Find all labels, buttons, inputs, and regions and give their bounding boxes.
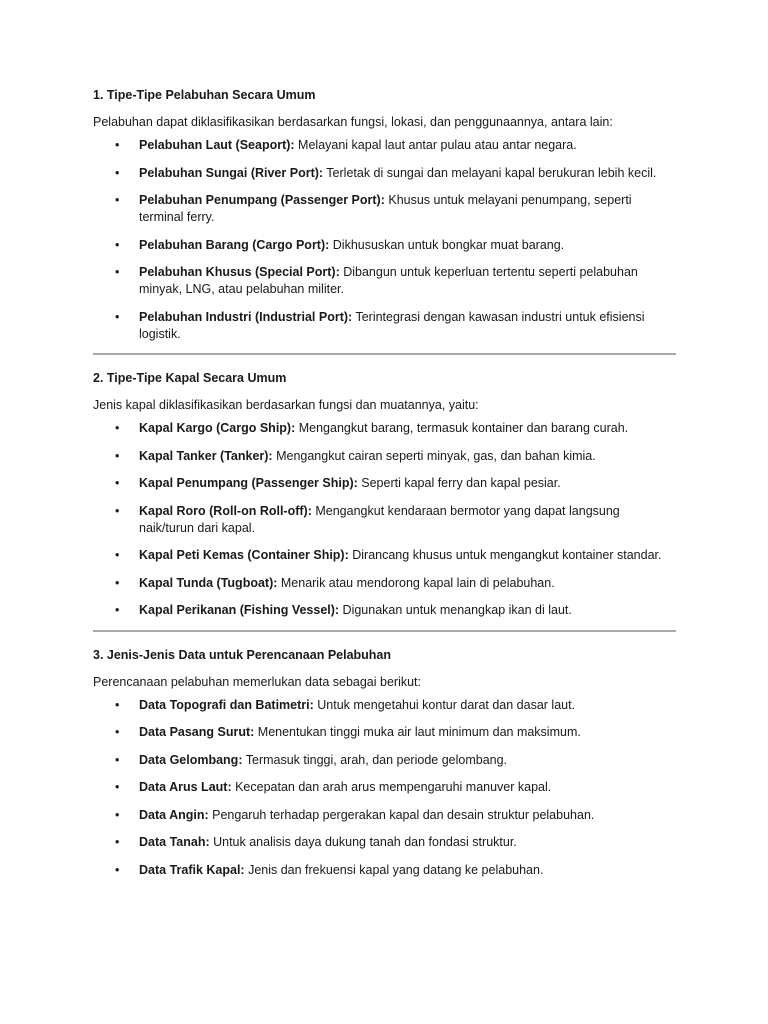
section-intro: Perencanaan pelabuhan memerlukan data sebagai berikut: <box>93 674 422 689</box>
list-item <box>93 807 676 824</box>
item-term: Data Tanah: <box>139 835 210 849</box>
item-text: Digunakan untuk menangkap ikan di laut. <box>339 603 572 617</box>
bullet-icon: • <box>115 193 120 207</box>
section-planning-data <box>93 646 676 879</box>
item-term: Data Gelombang: <box>139 752 243 767</box>
bullet-icon: • <box>115 575 120 590</box>
section-ship-types <box>93 369 676 619</box>
item-term: Kapal Tunda (Tugboat): <box>139 575 278 590</box>
item-text: Seperti kapal ferry dan kapal pesiar. <box>357 476 561 490</box>
item-text: Dikhususkan untuk bongkar muat barang. <box>329 237 565 252</box>
item-term: Data Topografi dan Batimetri: <box>139 697 314 712</box>
item-text: Mengangkut cairan seperti minyak, gas, dan bahan kimia. <box>272 448 596 463</box>
item-text: Dirancang khusus untuk mengangkut kontainer standar. <box>348 548 662 562</box>
item-term: Pelabuhan Sungai (River Port): <box>139 165 324 180</box>
bullet-icon: • <box>115 165 120 180</box>
list-item <box>93 137 676 154</box>
section-intro: Pelabuhan dapat diklasifikasikan berdasarkan fungsi, lokasi, dan penggunaannya, antara lain: <box>93 115 613 129</box>
list-item <box>93 575 676 592</box>
bullet-icon: • <box>115 807 120 822</box>
item-term: Pelabuhan Industri (Industrial Port): <box>139 309 353 324</box>
item-term: Kapal Tanker (Tanker): <box>139 448 273 463</box>
bullet-list <box>93 420 676 619</box>
bullet-icon: • <box>115 603 120 617</box>
bullet-icon: • <box>115 835 120 849</box>
item-term: Kapal Perikanan (Fishing Vessel): <box>139 603 340 617</box>
bullet-icon: • <box>115 265 120 279</box>
bullet-list <box>93 137 676 343</box>
bullet-icon: • <box>115 780 120 794</box>
section-title: 2. Tipe-Tipe Kapal Secara Umum <box>93 371 287 385</box>
bullet-icon: • <box>115 503 120 518</box>
item-term: Kapal Kargo (Cargo Ship): <box>139 421 296 435</box>
bullet-icon: • <box>115 237 120 252</box>
list-item <box>93 547 676 564</box>
section-title: 3. Jenis-Jenis Data untuk Perencanaan Pelabuhan <box>93 647 392 662</box>
list-item <box>93 420 676 437</box>
bullet-icon: • <box>115 448 120 463</box>
horizontal-divider <box>93 353 676 355</box>
item-text: Menentukan tinggi muka air laut minimum dan maksimum. <box>254 725 581 739</box>
bullet-list <box>93 697 676 879</box>
section-intro: Jenis kapal diklasifikasikan berdasarkan fungsi dan muatannya, yaitu: <box>93 398 479 412</box>
bullet-icon: • <box>115 476 120 490</box>
list-item <box>93 602 676 619</box>
bullet-icon: • <box>115 548 120 562</box>
bullet-icon: • <box>115 862 120 877</box>
list-item <box>93 862 676 879</box>
horizontal-divider <box>93 630 676 632</box>
item-term: Pelabuhan Laut (Seaport): <box>139 138 295 152</box>
item-text: Mengangkut barang, termasuk kontainer dan barang curah. <box>295 421 629 435</box>
list-item <box>93 834 676 851</box>
bullet-icon: • <box>115 725 120 739</box>
section-port-types <box>93 86 676 343</box>
list-item <box>93 165 676 182</box>
item-term: Pelabuhan Khusus (Special Port): <box>139 265 340 279</box>
item-term: Data Angin: <box>139 807 209 822</box>
item-text: Dibangun untuk keperluan tertentu seperti pelabuhan minyak, LNG, atau pelabuhan militer. <box>139 265 638 296</box>
item-text: Jenis dan frekuensi kapal yang datang ke pelabuhan. <box>244 862 544 877</box>
bullet-icon: • <box>115 697 120 712</box>
list-item <box>93 697 676 714</box>
list-item <box>93 475 676 492</box>
item-text: Terintegrasi dengan kawasan industri untuk efisiensi logistik. <box>139 309 645 341</box>
list-item <box>93 779 676 796</box>
list-item <box>93 752 676 769</box>
bullet-icon: • <box>115 309 120 324</box>
document-page <box>93 86 676 889</box>
list-item <box>93 264 676 298</box>
item-term: Kapal Roro (Roll-on Roll-off): <box>139 503 312 518</box>
list-item <box>93 724 676 741</box>
bullet-icon: • <box>115 752 120 767</box>
bullet-icon: • <box>115 421 120 435</box>
item-text: Untuk analisis daya dukung tanah dan fondasi struktur. <box>209 835 517 849</box>
bullet-icon: • <box>115 138 120 152</box>
list-item <box>93 448 676 465</box>
item-text: Untuk mengetahui kontur darat dan dasar laut. <box>313 697 576 712</box>
item-text: Terletak di sungai dan melayani kapal berukuran lebih kecil. <box>323 165 657 180</box>
item-text: Mengangkut kendaraan bermotor yang dapat langsung naik/turun dari kapal. <box>139 503 620 535</box>
item-term: Data Pasang Surut: <box>139 725 255 739</box>
item-text: Melayani kapal laut antar pulau atau antar negara. <box>294 138 577 152</box>
item-term: Kapal Peti Kemas (Container Ship): <box>139 548 349 562</box>
item-term: Data Arus Laut: <box>139 780 232 794</box>
list-item <box>93 503 676 537</box>
list-item <box>93 237 676 254</box>
item-term: Kapal Penumpang (Passenger Ship): <box>139 476 358 490</box>
list-item <box>93 192 676 226</box>
list-item <box>93 309 676 343</box>
item-text: Pengaruh terhadap pergerakan kapal dan desain struktur pelabuhan. <box>208 807 595 822</box>
item-term: Pelabuhan Penumpang (Passenger Port): <box>139 193 385 207</box>
item-text: Kecepatan dan arah arus mempengaruhi manuver kapal. <box>231 780 552 794</box>
item-text: Menarik atau mendorong kapal lain di pelabuhan. <box>277 575 555 590</box>
item-text: Termasuk tinggi, arah, dan periode gelombang. <box>242 752 508 767</box>
section-title: 1. Tipe-Tipe Pelabuhan Secara Umum <box>93 88 316 102</box>
item-term: Pelabuhan Barang (Cargo Port): <box>139 237 330 252</box>
item-term: Data Trafik Kapal: <box>139 862 245 877</box>
item-text: Khusus untuk melayani penumpang, seperti terminal ferry. <box>139 193 632 224</box>
